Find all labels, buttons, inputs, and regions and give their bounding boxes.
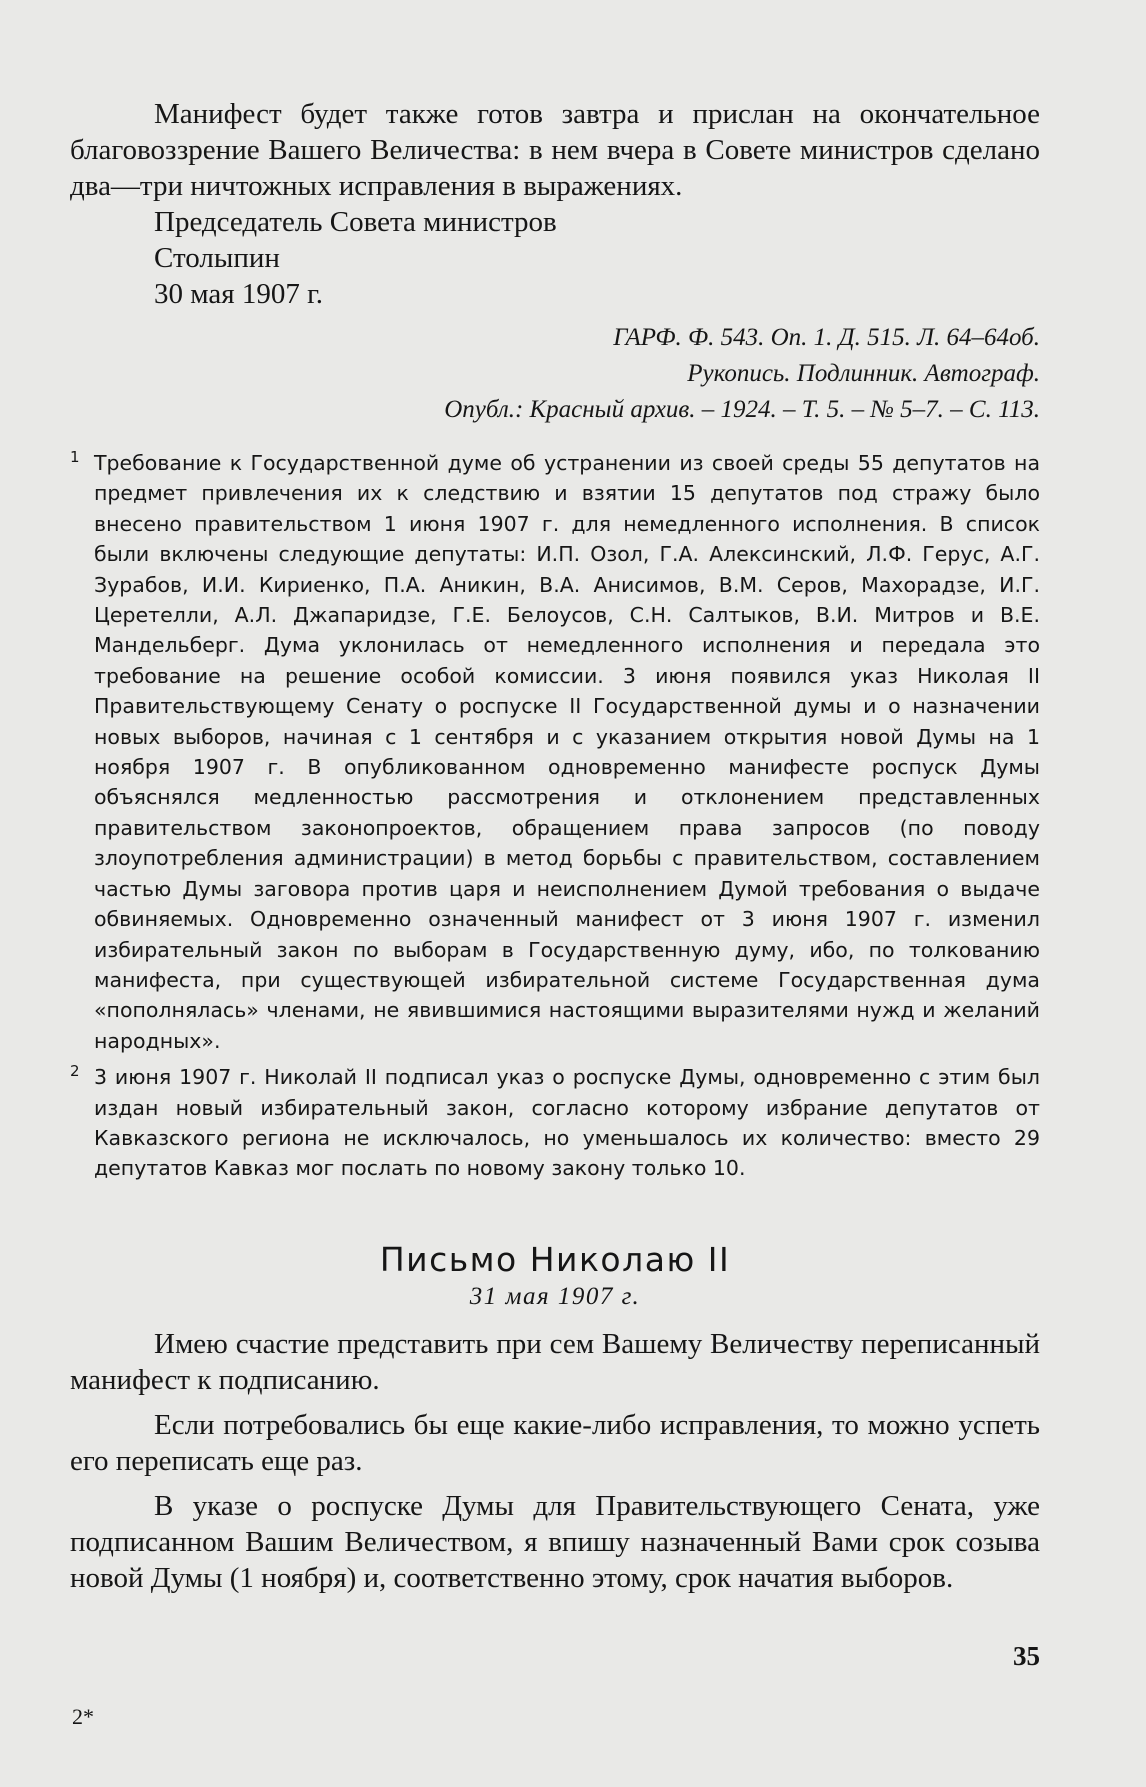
footnote-text: 3 июня 1907 г. Николай II подписал указ о роспуске Думы, одновременно с этим был издан новый избирательный закон, согласно которому избрание депутатов от Кавказского региона не исключалось, но уменьшалось их количество: вместо 29 депутатов Кавказ мог послать по новому закону только 10.	[94, 1065, 1040, 1181]
printer-signature-mark: 2*	[72, 1704, 94, 1729]
letter-date: 31 мая 1907 г.	[469, 1282, 641, 1310]
letter-paragraph: Имею счастие представить при сем Вашему Величеству переписанный манифест к подписанию.	[70, 1327, 1040, 1396]
letter-title: Письмо Николаю II	[379, 1239, 731, 1279]
archive-line-1: ГАРФ. Ф. 543. Оп. 1. Д. 515. Л. 64–64об.	[613, 324, 1040, 351]
footnote-2	[70, 1062, 1040, 1184]
footnote-mark: 1	[70, 448, 80, 466]
signature-block	[70, 204, 1040, 312]
signature-name: Столыпин	[154, 242, 280, 274]
archive-line-3: Опубл.: Красный архив. – 1924. – Т. 5. – № 5–7. – С. 113.	[444, 396, 1040, 423]
footnote-text: Требование к Государственной думе об устранении из своей среды 55 депутатов на предмет привлечения их к следствию и взятии 15 депутатов под стражу было внесено правительством 1 июня 1907 г. для немедленного исполнения. В список были включены следующие депутаты: И.П. Озол, Г.А. Алексинский, Л.Ф. Герус, А.Г. Зурабов, И.И. Кириенко, П.А. Аникин, В.А. Анисимов, В.М. Серов, Махорадзе, И.Г. Церетелли, А.Л. Джапаридзе, Г.Е. Белоусов, С.Н. Салтыков, В.И. Митров и В.Е. Мандельберг. Дума уклонилась от немедленного исполнения и передала это требование на решение особой комиссии. 3 июня появился указ Николая II Правительствующему Сенату о роспуске II Государственной думы и о назначении новых выборов, начиная с 1 сентября и с указанием открытия новой Думы на 1 ноября 1907 г. В опубликованном одновременно манифесте роспуск Думы объяснялся медленностью рассмотрения и отклонением представленных правительством законопроектов, обращением права запросов (по поводу злоупотребления администрации) в метод борьбы с правительством, составлением частью Думы заговора против царя и неисполнением Думой требования о выдаче обвиняемых. Одновременно означенный манифест от 3 июня 1907 г. изменил избирательный закон по выборам в Государственную думу, ибо, по толкованию манифеста, при существующей избирательной системе Государственная дума «пополнялась» членами, не явившимися настоящими выразителями нужд и желаний народных».	[94, 451, 1040, 1053]
top-paragraph: Манифест будет также готов завтра и прислан на окончательное благовоззрение Вашего Величества: в нем вчера в Совете министров сделано два—три ничтожных исправления в выражениях.	[70, 98, 1040, 202]
letter-paragraph: Если потребовались бы еще какие-либо исправления, то можно успеть его переписать еще раз.	[70, 1408, 1040, 1477]
archive-reference	[70, 320, 1040, 428]
letter-body	[70, 1326, 1040, 1596]
signature-title: Председатель Совета министров	[154, 206, 557, 238]
page-number: 35	[1013, 1641, 1040, 1671]
continued-text	[70, 96, 1040, 204]
archive-line-2: Рукопись. Подлинник. Автограф.	[687, 360, 1040, 387]
footnotes	[70, 448, 1040, 1184]
footnote-1	[70, 448, 1040, 1056]
footnote-mark: 2	[70, 1062, 80, 1081]
signature-date: 30 мая 1907 г.	[154, 278, 323, 310]
letter-paragraph: В указе о роспуске Думы для Правительствующего Сената, уже подписанном Вашим Величеством, я впишу назначенный Вами срок созыва новой Думы (1 ноября) и, соответственно этому, срок начатия выборов.	[70, 1489, 1040, 1594]
